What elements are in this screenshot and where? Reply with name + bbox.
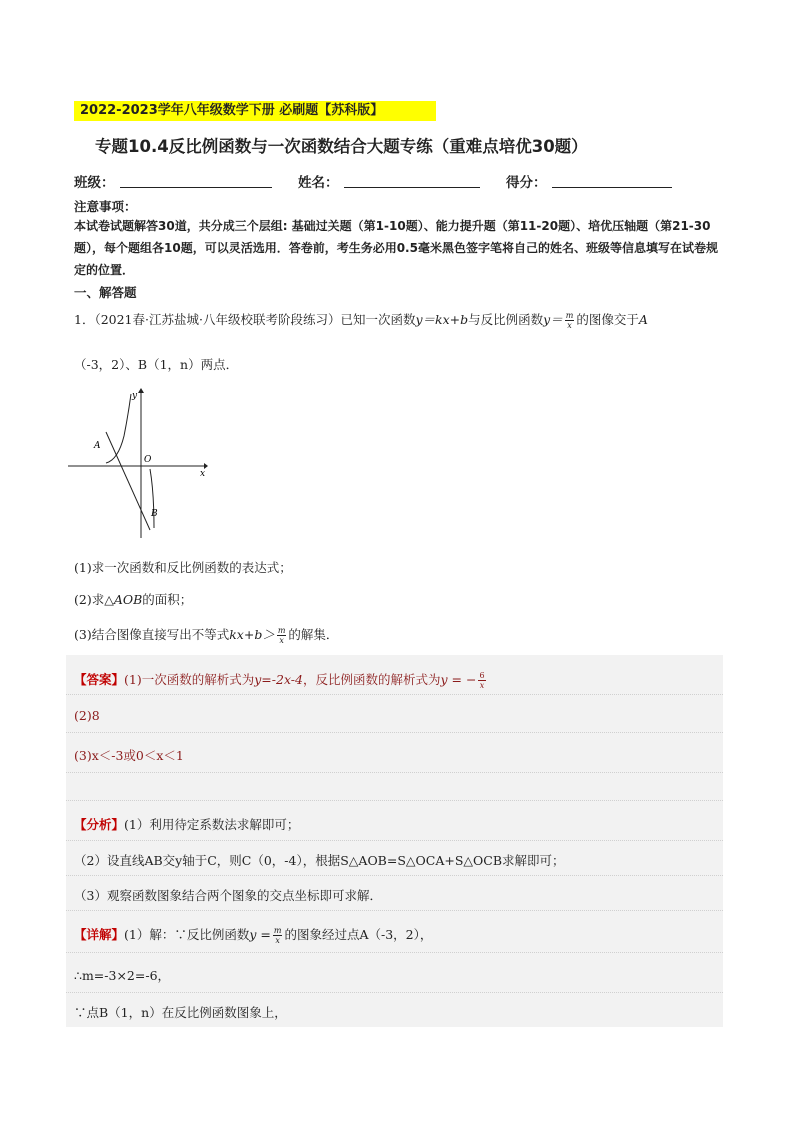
detail-tag: 【详解】 [74, 927, 125, 942]
score-blank [552, 187, 672, 188]
detail-1: 【详解】(1）解：∵反比例函数y = $\frac{m}{x}$ 的图象经过点A（-3，2）， [74, 926, 433, 945]
question-1-line-1 [74, 310, 648, 330]
origin-label: O [144, 455, 152, 465]
x-axis-label: x [200, 469, 206, 479]
q1-y-eq: y＝ [543, 312, 563, 327]
notice-body: 本试卷试题解答30道，共分成三个层组: 基础过关题（第1-10题）、能力提升题（第11-20题）、培优压轴题（第21-30题），每个题组各10题，可以灵活选用．答卷前，考生务必用0.5毫米黑色签字笔将自己的姓名、班级等信息填写在试卷规定的位置． [74, 219, 718, 277]
sub-question-2: (2)求△AOB的面积； [74, 592, 193, 607]
q1-fraction: $\frac{m}{x}$ [565, 311, 574, 330]
notice-heading: 注意事项： [74, 199, 137, 214]
answer-fraction: $\frac{6}{x}$ [479, 671, 485, 690]
analysis-1: 【分析】(1）利用待定系数法求解即可； [74, 817, 300, 832]
detail-2: ∴m=-3×2=-6， [74, 968, 171, 983]
q1-text-end: 的图像交于 [576, 312, 639, 327]
detail-3: ∵点B（1，n）在反比例函数图象上， [74, 1005, 287, 1020]
series-banner: 2022-2023学年八年级数学下册 必刷题【苏科版】 [74, 101, 436, 121]
class-label: 班级： [74, 175, 115, 191]
answer-1: 【答案】(1)一次函数的解析式为y=-2x-4，反比例函数的解析式为y = − $\frac{6}{x}$ [74, 671, 485, 690]
sub3-fraction: $\frac{m}{x}$ [277, 626, 286, 645]
q1-text: 与反比例函数 [468, 312, 544, 327]
sub-question-3: (3)结合图像直接写出不等式kx+b＞ $\frac{m}{x}$ 的解集． [74, 626, 339, 645]
function-graph [68, 388, 208, 538]
analysis-3: （3）观察函数图象结合两个图象的交点坐标即可求解． [74, 888, 382, 903]
answer-3: (3)x＜-3或0＜x＜1 [74, 748, 184, 763]
page-title: 专题10.4反比例函数与一次函数结合大题专练（重难点培优30题） [95, 137, 588, 156]
section-heading: 一、解答题 [74, 285, 137, 300]
sub-question-1: (1)求一次函数和反比例函数的表达式； [74, 560, 292, 575]
class-blank [120, 187, 272, 188]
point-b-label: B [151, 509, 158, 519]
analysis-tag: 【分析】 [74, 817, 125, 832]
detail-fraction: $\frac{m}{x}$ [273, 926, 282, 945]
y-axis-label: y [132, 391, 138, 401]
score-label: 得分： [506, 175, 547, 191]
q1-point-a: A [638, 312, 648, 327]
q1-source: 1．（2021春·江苏盐城·八年级校联考阶段练习）已知一次函数 [74, 312, 416, 327]
analysis-2: （2）设直线AB交y轴于C，则C（0，-4），根据S△AOB=S△OCA+S△OCB求解即可； [74, 853, 565, 868]
point-a-label: A [94, 441, 101, 451]
name-label: 姓名： [298, 175, 339, 191]
question-1-line-2: （-3，2）、B（1，n）两点． [74, 357, 239, 372]
name-blank [344, 187, 480, 188]
answer-2: (2)8 [74, 708, 100, 723]
q1-linear-func: y＝kx+b [415, 312, 469, 327]
answer-tag: 【答案】 [74, 672, 125, 687]
student-info-fields [74, 171, 714, 193]
